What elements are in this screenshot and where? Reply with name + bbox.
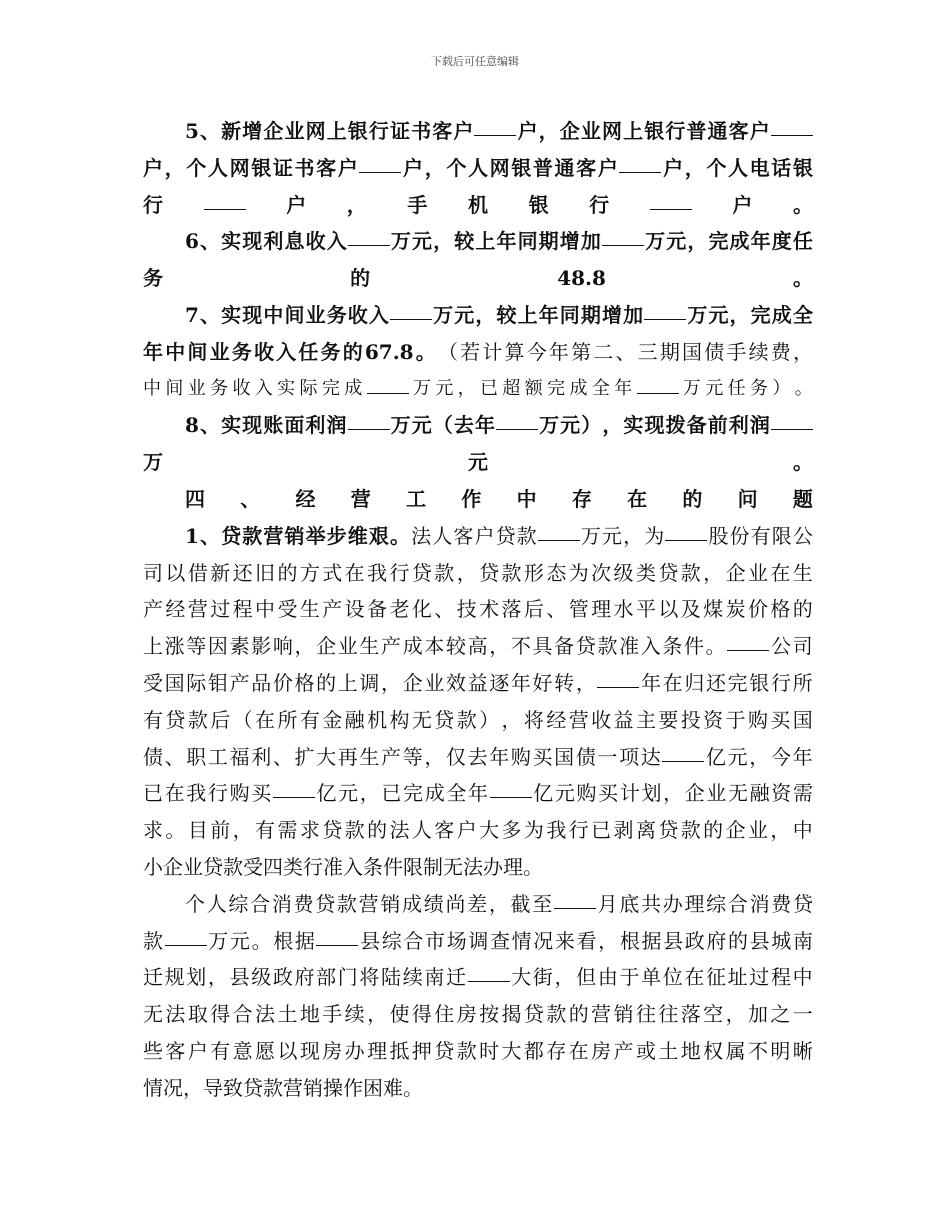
text-line: 6 、 实 现 利 息 收 入 万 元 ， 较 上 年 同 期 增 加 万 元 ， 完 成 年 度 任 (143, 223, 813, 260)
page-header: 下载后可任意编辑 (431, 55, 519, 68)
text-line: 个 人 综 合 消 费 贷 款 营 销 成 绩 尚 差 ， 截 至 月 底 共 办 理 综 合 消 费 贷 (143, 886, 813, 923)
blank-field (665, 518, 707, 541)
text-line: 债 、 职 工 福 利 、 扩 大 再 生 产 等 ， 仅 去 年 购 买 国 债 一 项 达 亿 元 ， 今 年 (143, 739, 813, 776)
document-body (143, 113, 813, 1107)
text-line: 小企业贷款受四类行准入条件限制无法办理。 (143, 854, 543, 879)
blank-field (359, 150, 401, 173)
text-line: 受 国 际 钼 产 品 价 格 的 上 调 ， 企 业 效 益 逐 年 好 转 ， 年 在 归 还 完 银 行 所 (143, 665, 813, 702)
text-line: 年 中 间 业 务 收 入 任 务 的 67.8 。 （ 若 计 算 今 年 第 二 、 三 期 国 债 手 续 费 ， (143, 339, 813, 364)
blank-field (650, 187, 692, 210)
blank-field (771, 407, 813, 430)
blank-field (348, 223, 390, 246)
text-line: 迁 规 划 ， 县 级 政 府 部 门 将 陆 续 南 迁 大 街 ， 但 由 于 单 位 在 征 址 过 程 中 (143, 959, 813, 996)
blank-field (490, 775, 532, 798)
text-line: 上 涨 等 因 素 影 响 ， 企 业 生 产 成 本 较 高 ， 不 具 备 贷 款 准 入 条 件 。 公 司 (143, 628, 813, 665)
text-line: 中 间 业 务 收 入 实 际 完 成 万 元 ， 已 超 额 完 成 全 年 万 元 任 务 ） 。 (143, 371, 813, 408)
text-line: 务 的 48.8 。 (143, 266, 813, 291)
text-line: 产 经 营 过 程 中 受 生 产 设 备 老 化 、 技 术 落 后 、 管 理 水 平 以 及 煤 炭 价 格 的 (143, 597, 813, 622)
blank-field (390, 297, 432, 320)
text-line: 8 、 实 现 账 面 利 润 万 元 （ 去 年 万 元 ） ， 实 现 拨 备 前 利 润 (143, 407, 813, 444)
blank-field (771, 113, 813, 136)
blank-field (474, 113, 516, 136)
text-line: 有 贷 款 后 （ 在 所 有 金 融 机 构 无 贷 款 ） ， 将 经 营 收 益 主 要 投 资 于 购 买 国 (143, 707, 813, 732)
text-line: 些 客 户 有 意 愿 以 现 房 办 理 抵 押 贷 款 时 大 都 存 在 房 产 或 土 地 权 属 不 明 晰 (143, 1038, 813, 1063)
blank-field (468, 959, 510, 982)
text-line: 司 以 借 新 还 旧 的 方 式 在 我 行 贷 款 ， 贷 款 形 态 为 次 级 类 贷 款 ， 企 业 在 生 (143, 560, 813, 585)
blank-field (597, 665, 639, 688)
text-line: 5 、 新 增 企 业 网 上 银 行 证 书 客 户 户 ， 企 业 网 上 银 行 普 通 客 户 (143, 113, 813, 150)
blank-field (602, 223, 644, 246)
blank-field (662, 739, 704, 762)
blank-field (273, 775, 315, 798)
text-line: 四 、 经 营 工 作 中 存 在 的 问 题 (185, 486, 813, 511)
blank-field (538, 518, 580, 541)
blank-field (165, 923, 207, 946)
blank-field (316, 923, 358, 946)
blank-field (204, 187, 246, 210)
text-line: 求 。 目 前 ， 有 需 求 贷 款 的 法 人 客 户 大 多 为 我 行 已 剥 离 贷 款 的 企 业 ， 中 (143, 818, 813, 843)
blank-field (554, 886, 596, 909)
text-line: 1 、 贷 款 营 销 举 步 维 艰 。 法 人 客 户 贷 款 万 元 ， 为 股 份 有 限 公 (143, 518, 813, 555)
blank-field (619, 150, 661, 173)
blank-field (727, 628, 769, 651)
text-line: 7 、 实 现 中 间 业 务 收 入 万 元 ， 较 上 年 同 期 增 加 万 元 ， 完 成 全 (143, 297, 813, 334)
text-line: 情况，导致贷款营销操作困难。 (143, 1075, 423, 1100)
text-line: 无 法 取 得 合 法 土 地 手 续 ， 使 得 住 房 按 揭 贷 款 的 营 销 往 往 落 空 ， 加 之 一 (143, 1002, 813, 1027)
blank-field (644, 297, 686, 320)
text-line: 户 ， 个 人 网 银 证 书 客 户 户 ， 个 人 网 银 普 通 客 户 户 ， 个 人 电 话 银 (143, 150, 813, 187)
text-line: 万 元 。 (143, 450, 813, 475)
blank-field (367, 371, 409, 394)
blank-field (637, 371, 679, 394)
text-line: 行 户 ， 手 机 银 行 户 。 (143, 187, 813, 224)
blank-field (496, 407, 538, 430)
text-line: 款 万 元 。 根 据 县 综 合 市 场 调 查 情 况 来 看 ， 根 据 县 政 府 的 县 城 南 (143, 923, 813, 960)
blank-field (348, 407, 390, 430)
text-line: 已 在 我 行 购 买 亿 元 ， 已 完 成 全 年 亿 元 购 买 计 划 ， 企 业 无 融 资 需 (143, 775, 813, 812)
